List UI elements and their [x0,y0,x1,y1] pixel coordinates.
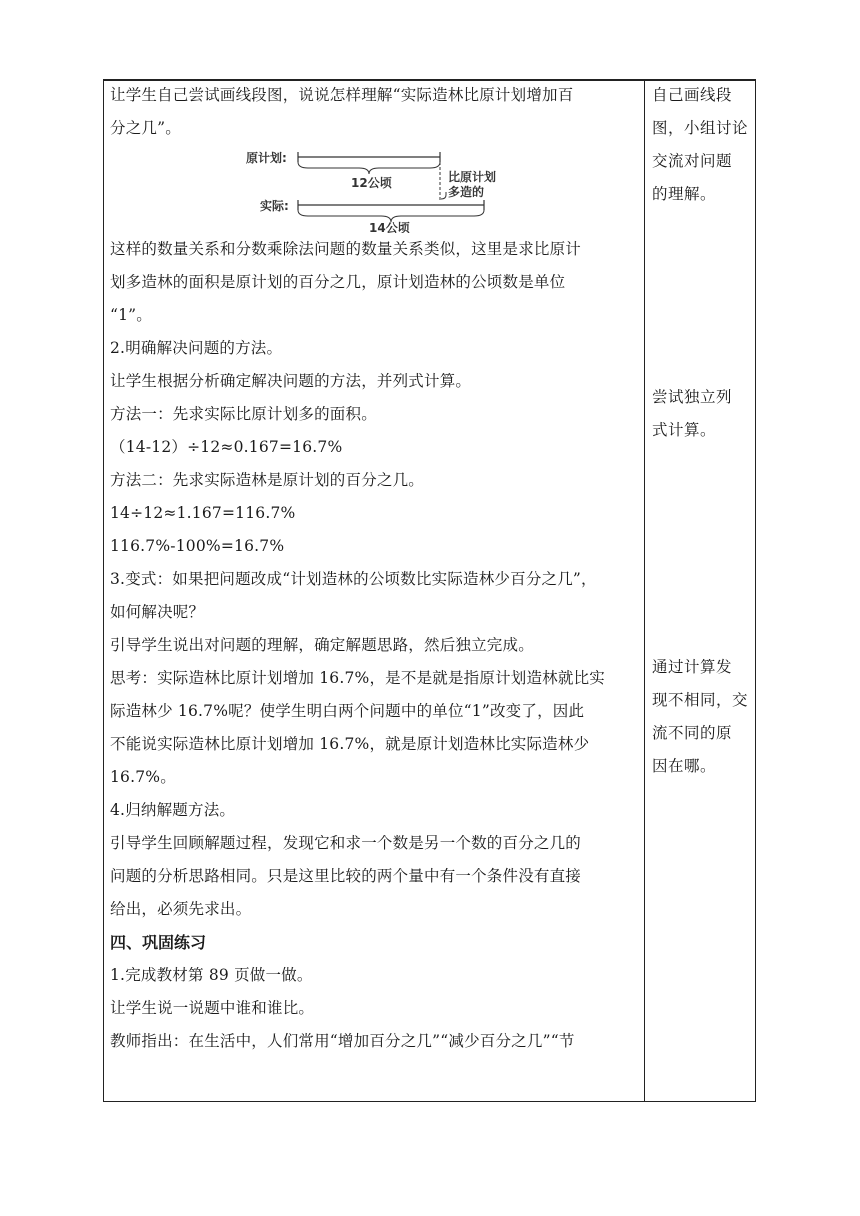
text-line: 3.变式：如果把问题改成“计划造林的公顷数比实际造林少百分之几”， [110,570,597,588]
label-more-2: 多造的 [448,185,485,199]
formula: 14÷12≈1.167=116.7% [110,504,296,522]
value-plan: 12公顷 [351,176,392,190]
formula: 116.7%-100%=16.7% [110,537,285,555]
main-column [110,79,638,1058]
section-heading: 四、巩固练习 [110,933,207,952]
plan-brace [298,162,440,174]
step-heading: 2.明确解决问题的方法。 [110,339,283,357]
text-line: 划多造林的面积是原计划的百分之几，原计划造林的公顷数是单位 [110,273,566,291]
text-line: 引导学生说出对问题的理解，确定解题思路，然后独立完成。 [110,636,534,654]
label-actual: 实际: [260,199,289,213]
text-line: 让学生说一说题中谁和谁比。 [110,999,315,1017]
text-line: 分之几”。 [110,119,181,137]
more-bracket [441,192,446,199]
label-plan: 原计划: [246,151,287,165]
step-heading: 4.归纳解题方法。 [110,801,236,819]
note-line: 的理解。 [652,185,717,203]
note-line: 因在哪。 [652,757,717,775]
column-divider [644,79,645,1102]
line-segment-diagram [110,145,638,233]
note-line: 现不相同，交 [652,691,749,709]
text-line: 给出，必须先求出。 [110,900,252,918]
text-line: 1.完成教材第 89 页做一做。 [110,966,313,984]
text-line: 际造林少 16.7%呢？使学生明白两个问题中的单位“1”改变了，因此 [110,702,585,720]
side-note-2 [652,381,752,447]
value-actual: 14公顷 [369,221,410,233]
side-note-1 [652,79,752,211]
text-line: 引导学生回顾解题过程，发现它和求一个数是另一个数的百分之几的 [110,834,582,852]
text-line: 如何解决呢？ [110,603,205,621]
text-line: 让学生自己尝试画线段图，说说怎样理解“实际造林比原计划增加百 [110,86,574,104]
note-line: 流不同的原 [652,724,733,742]
note-line: 图，小组讨论 [652,119,749,137]
text-line: 不能说实际造林比原计划增加 16.7%，就是原计划造林比实际造林少 [110,735,590,753]
text-line: 让学生根据分析确定解决问题的方法，并列式计算。 [110,372,472,390]
text-line: 这样的数量关系和分数乘除法问题的数量关系类似，这里是求比原计 [110,240,582,258]
note-line: 交流对问题 [652,152,733,170]
text-line: “1”。 [110,306,153,324]
side-note-3 [652,651,752,783]
label-more-1: 比原计划 [448,170,497,184]
text-line: 教师指出：在生活中，人们常用“增加百分之几”“减少百分之几”“节 [110,1032,575,1050]
note-line: 自己画线段 [652,86,733,104]
diagram-svg [110,145,638,233]
note-line: 尝试独立列 [652,388,733,406]
note-line: 通过计算发 [652,658,733,676]
method-one: 方法一：先求实际比原计划多的面积。 [110,405,377,423]
method-two: 方法二：先求实际造林是原计划的百分之几。 [110,471,425,489]
text-line: 问题的分析思路相同。只是这里比较的两个量中有一个条件没有直接 [110,867,582,885]
formula: （14-12）÷12≈0.167=16.7% [110,438,343,456]
text-line: 思考：实际造林比原计划增加 16.7%，是不是就是指原计划造林就比实 [110,669,605,687]
text-line: 16.7%。 [110,768,176,786]
note-line: 式计算。 [652,421,717,439]
